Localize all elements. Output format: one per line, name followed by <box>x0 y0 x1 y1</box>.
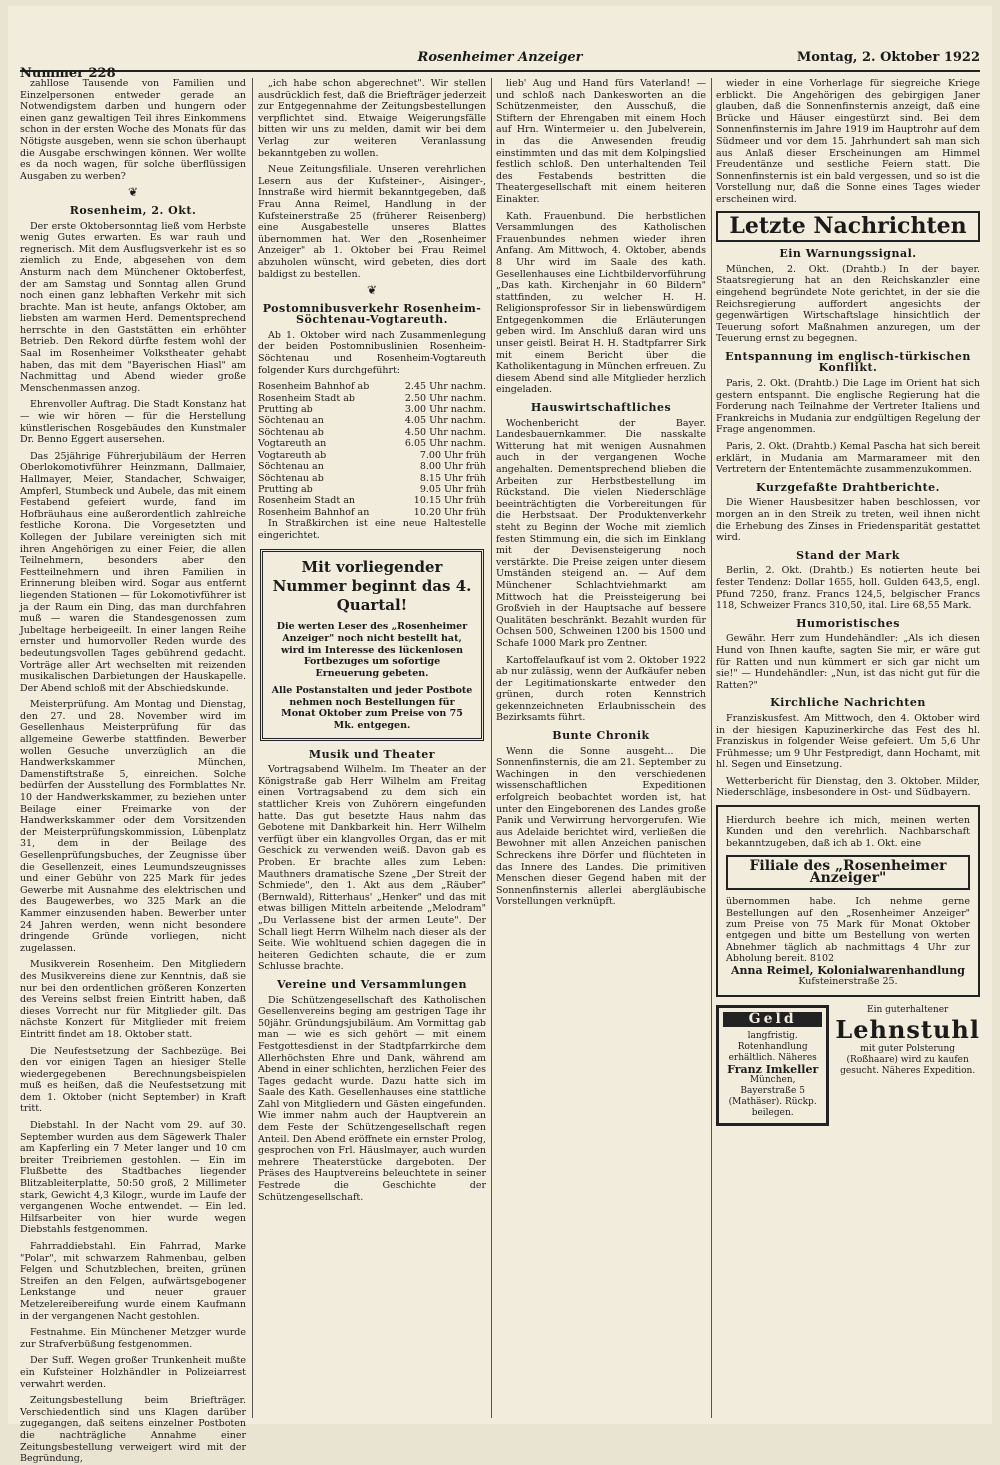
article-paragraph: Der erste Oktobersonntag ließ vom Herbste wenig Gutes erwarten. Es war rauh und regnerisch. Mit dem Ausflugsverkehr ist es so ziemlich zu Ende, abgesehen von dem Ansturm nach dem Münchener Oktoberfest, der am Samstag und Sonntag allen Grund noch einen ganz lebhaften Verkehr mit sich brachte. Man ist heute, anfangs Oktober, am liebsten am warmen Herd. Dementsprechend herrschte in den Gaststätten ein erhöhter Betrieb. Den Rekord dürfte festem wohl der Saal im Rosenheimer Volkstheater gehabt haben, das mit dem "Bayerischen Hiasl" am Nachmittag und Abend wieder große Menschenmassen anzog. <box>20 220 246 394</box>
article-paragraph: München, 2. Okt. (Drahtb.) In der bayer. Staatsregierung hat an den Reichskanzler eine eingehend begründete Note gerichtet, in der sie die Reichsregierung auffordert angesichts der gegenwärtigen Wirtschaftslage hinsichtlich der Teuerung sofort Maßnahmen anzuregen, um der Teuerung ernst zu begegnen. <box>716 263 980 345</box>
ad-lehnstuhl-bottom: mit guter Polsterung (Roßhaare) wird zu kaufen gesucht. Näheres Expedition. <box>840 1044 976 1077</box>
ad-lehnstuhl-title: Lehnstuhl <box>835 1015 980 1045</box>
timetable-time: 4.50 Uhr nachm. <box>404 426 486 438</box>
article-paragraph: Wenn die Sonne ausgeht... Die Sonnenfinsternis, die am 21. September zu Wachingen in den verschiedenen wissenschaftlichen Expeditionen erfolgreich beobachtet worden ist, hat unter den Eingeborenen des Landes große Panik und Verwirrung hervorgerufen. Wie aus Adelaide berichtet wird, verließen die Bewohner mit allen Anzeichen panischen Schreckens ihre Dörfer und flüchteten in das Innere des Landes. Die primitiven Menschen dieser Gegend haben mit der Sonnenfinsternis allerlei abergläubische Vorstellungen verknüpft. <box>496 745 706 908</box>
timetable-row <box>258 507 486 518</box>
newspaper-page <box>8 6 992 1465</box>
section-heading: Ein Warnungssignal. <box>779 247 917 261</box>
newspaper-title: Rosenheimer Anzeiger <box>417 50 583 65</box>
timetable-stop: Rosenheim Bahnhof an <box>258 506 370 518</box>
section-heading: Humoristisches <box>796 616 900 630</box>
section-heading: Kurzgefaßte Drahtberichte. <box>756 480 940 494</box>
timetable-stop: Söchtenau an <box>258 415 324 427</box>
section-heading: Postomnibusverkehr Rosenheim-Söchtenau-Vogtareuth. <box>262 301 482 327</box>
timetable-row <box>258 461 486 472</box>
section-heading: Rosenheim, 2. Okt. <box>69 203 197 217</box>
column-divider <box>252 78 253 1418</box>
section-heading: Entspannung im englisch-türkischen Konflikt. <box>725 349 971 375</box>
masthead <box>20 44 980 81</box>
timetable-stop: Rosenheim Stadt an <box>258 495 355 507</box>
timetable-stop: Söchtenau ab <box>258 426 324 438</box>
article-paragraph: Ehrenvoller Auftrag. Die Stadt Konstanz hat — wie wir hören — für die Herstellung künstlerischen Rosgebäudes den Kunstmaler Dr. Benno Eggert ausersehen. <box>20 399 246 446</box>
article-paragraph: lieb' Aug und Hand fürs Vaterland! — und schloß nach Dankesworten an die Schützenmeister, den Ausschuß, die Stiftern der Ehrengaben mit einem Hoch auf Hrn. Wintermeier u. den Jubelverein, in das die Anwesenden freudig einstimmten und das mit dem Kolpingslied festlich schloß. Den unterhaltenden Teil des Festabends bestritten die Theatergesellschaft mit einem heiteren Einakter. <box>496 78 706 205</box>
section-heading: Kirchliche Nachrichten <box>770 696 926 710</box>
article-paragraph: Die Schützengesellschaft des Katholischen Gesellenvereins beging am gestrigen Tage ihr 50jähr. Gründungsjubiläum. Am Vormittag gab man — wie es sich gehört — mit einem Festgottesdienst in der Stadtpfarrkirche dem Allerhöchsten Ehre und Dank, während am Abend in einer schlichten, herzlichen Feier des Tages gedacht wurde. Dazu hatte sich im Saale des Kath. Gesellenhauses eine stattliche Zahl von Mitgliedern und Gästen eingefunden. Wie immer nahm auch der Hauptverein an dem Feste der Schützengesellschaft regen Anteil. Den Abend eröffnete ein ernster Prolog, gesprochen von Frl. Häuslmayer, auch wurden mehrere Theaterstücke dargeboten. Der Präses des Hauptvereins beleuchtete in seiner Festrede die Geschichte der Schützengesellschaft. <box>258 994 486 1203</box>
timetable-time: 2.50 Uhr nachm. <box>404 392 486 404</box>
article-paragraph: Ab 1. Oktober wird nach Zusammenlegung der beiden Postomnibuslinien Rosenheim-Söchtenau und Rosenheim-Vogtareuth folgender Kurs durchgeführt: <box>258 329 486 376</box>
timetable-note: In Straßkirchen ist eine neue Haltestelle eingerichtet. <box>258 518 486 541</box>
timetable-time: 3.00 Uhr nachm. <box>404 404 486 416</box>
timetable-row <box>258 381 486 392</box>
ad-filiale-name: Filiale des „Rosenheimer Anzeiger" <box>726 855 970 890</box>
article-paragraph: Zeitungsbestellung beim Briefträger. Verschiedentlich sind uns Klagen darüber zugegangen, daß seitens einzelner Postboten die nachträgliche Annahme einer Zeitungsbestellung verweigert wird mit der Begründung, <box>20 1395 246 1465</box>
timetable-time: 10.15 Uhr früh <box>413 495 486 507</box>
article-paragraph: Franziskusfest. Am Mittwoch, den 4. Oktober wird in der hiesigen Kapuzinerkirche das Fest des hl. Franziskus in folgender Weise gefeiert. Um 5,6 Uhr Frühmesse; um 9 Uhr Festpredigt, dann Hochamt, mit hl. Segen und Einsetzung. <box>716 712 980 771</box>
column-4-top <box>716 78 980 206</box>
timetable-time: 8.00 Uhr früh <box>419 461 486 473</box>
latest-news <box>716 248 980 799</box>
article-paragraph: Der Suff. Wegen großer Trunkenheit mußte ein Kufsteiner Holzhändler in Polizeiarrest verwahrt werden. <box>20 1355 246 1390</box>
notice-price: Alle Postanstalten und jeder Postbote nehmen noch Bestellungen für Monat Oktober zum Preise von 75 Mk. entgegen. <box>271 685 473 732</box>
timetable-stop: Rosenheim Bahnhof ab <box>258 381 370 393</box>
timetable-stop: Söchtenau an <box>258 461 324 473</box>
issue-number: Nummer 228 <box>20 66 116 81</box>
timetable-row <box>258 404 486 415</box>
timetable-time: 6.05 Uhr nachm. <box>404 438 486 450</box>
timetable-row <box>258 473 486 484</box>
timetable-time: 2.45 Uhr nachm. <box>404 381 486 393</box>
timetable-row <box>258 427 486 438</box>
timetable-time: 8.15 Uhr früh <box>419 472 486 484</box>
lehnstuhl-advertisement <box>835 1005 980 1126</box>
issue-date: Montag, 2. Oktober 1922 <box>796 50 980 65</box>
timetable-stop: Rosenheim Stadt ab <box>258 392 355 404</box>
column-2 <box>258 78 486 1418</box>
bus-timetable <box>258 381 486 518</box>
article-paragraph: Wetterbericht für Dienstag, den 3. Oktober. Milder, Niederschläge, insbesondere in Ost- und Südbayern. <box>716 775 980 799</box>
column-2-bottom <box>258 749 486 1204</box>
ad-intro: Hierdurch beehre ich mich, meinen werten Kunden und den verehrlich. Nachbarschaft bekanntzugeben, daß ich ab 1. Okt. eine <box>726 815 970 849</box>
article-paragraph: Die Wiener Hausbesitzer haben beschlossen, vor morgen an in den Streik zu treten, weil ihnen nicht die Erhebung des Zinses in Friedensparität gestattet wird. <box>716 497 980 544</box>
column-divider <box>711 78 712 1418</box>
timetable-row <box>258 415 486 426</box>
article-paragraph: Musikverein Rosenheim. Den Mitgliedern des Musikvereins diene zur Kenntnis, daß sie nur bei den ordentlichen größeren Konzerten des Vereins selbst freien Eintritt haben, daß dieses Vorrecht nur für Mitglieder gilt. Das nächste Konzert für Mitglieder mit freiem Eintritt findet am 18. Oktober statt. <box>20 959 246 1040</box>
notice-text: Die werten Leser des „Rosenheimer Anzeiger" noch nicht bestellt hat, wird im Interesse des lückenlosen Fortbezuges um sofortige Erneuerung gebeten. <box>276 621 468 679</box>
timetable-row <box>258 450 486 461</box>
filiale-advertisement <box>716 805 980 997</box>
article-paragraph: zahllose Tausende von Familien und Einzelpersonen entweder gerade an Notwendigstem darben und hungern oder einen ganz gewaltigen Teil ihres Einkommens schon in der ersten Woche des Monats für das Nötigste ausgeben, wenn sie schon überhaupt die Ausgabe erschwingen können. Wer wollte es da noch wagen, für solche überflüssigen Ausgaben zu werben? <box>20 78 246 182</box>
article-paragraph: Meisterprüfung. Am Montag und Dienstag, den 27. und 28. November wird im Gesellenhaus Meisterprüfung für das allgemeine Gewerbe stattfinden. Bewerber wollen Gesuche unverzüglich an die Handwerkskammer München, Damenstiftstraße 5, einreichen. Solche bedürfen der Ausstellung des Formblattes Nr. 10 der Handwerkskammer, zu beziehen unter Beilage einer Freimarke von der Handwerkskammer oder dem Vorsitzenden der Meisterprüfungskommission, Lübenplatz 31, dem in der Beilage des Gesellenprüfungsbuches, der Zeugnisse über die Gesellenzeit, eines Leumundszeugnisses und einer Gebühr von 225 Mark für jedes Gewerbe mit Ausnahme des elektrischen und des Baugewerbes, wo 325 Mark an die Kammer einzusenden haben. Bewerber unter 24 Jahren werden, wenn nicht besondere dringende Gründe vorliegen, nicht zugelassen. <box>20 699 246 954</box>
geld-advertisement <box>716 1005 829 1126</box>
column-3 <box>496 78 706 1418</box>
article-paragraph: Vortragsabend Wilhelm. Im Theater an der Königstraße gab Herr Wilhelm am Freitag einen Vortragsabend zu dem sich ein stattlicher Kreis von Zuhörern eingefunden hatte. Das gut besetzte Haus nahm das Gebotene mit Dankbarkeit hin. Herr Wilhelm verfügt über ein klangvolles Organ, das er mit Geschick zu verwenden weiß. Davon gab es Proben. Er brachte alles zum Leben: Mauthners dramatische Szene „Der Streit der Schmiede", den 1. Akt aus dem „Räuber" (Bernwald), Ritterhaus' „Henker" und das mit etwas billigen Mitteln arbeitende „Melodram" „Du Verlassene bist der armen Leute". Der Schall liegt Herrn Wilhelm nach dieser als der Seite. Wie wohltuend schien dagegen die in heiteren Gedichten schaute, die er zum Schlusse brachte. <box>258 764 486 973</box>
article-paragraph: Fahrraddiebstahl. Ein Fahrrad, Marke "Polar", mit schwarzem Rahmenbau, gelben Felgen und Schutzblechen, breiten, grünen Streifen an den Felgen, aufwärtsgebogener Lenkstange und neuer grauer Metzelereibereifung wurde einem Kaufmann in der vergangenen Nacht gestohlen. <box>20 1241 246 1322</box>
column-4 <box>716 78 980 1418</box>
section-heading: Musik und Theater <box>308 747 436 761</box>
notice-headline: Mit vorliegender Nummer beginnt das 4. Quartal! <box>272 558 472 615</box>
article-paragraph: Kath. Frauenbund. Die herbstlichen Versammlungen des Katholischen Frauenbundes nehmen wieder ihren Anfang. Am Mittwoch, 4. Oktober, abends 8 Uhr wird im Saale des kath. Gesellenhauses eine Lichtbildervorführung „Das kath. Kirchenjahr in 60 Bildern" stattfinden, zu welcher H. H. Religionsprofessor Sir in liebenswürdigem Entgegenkommen die Erläuterungen geben wird. Im Anschluß daran wird uns unser geistl. Beirat H. H. Stadtpfarrer Sirk mit einem Bericht über die Katholikentagung in München erfreuen. Zu diesem Abend sind alle Mitglieder herzlich eingeladen. <box>496 210 706 396</box>
timetable-row <box>258 484 486 495</box>
timetable-stop: Söchtenau ab <box>258 472 324 484</box>
ad-address: Kufsteinerstraße 25. <box>798 975 898 987</box>
timetable-stop: Prutting ab <box>258 483 313 495</box>
timetable-time: 10.20 Uhr früh <box>413 506 486 518</box>
timetable-stop: Prutting ab <box>258 404 313 416</box>
timetable-stop: Vogtareuth an <box>258 438 327 450</box>
timetable-time: 4.05 Uhr nachm. <box>404 415 486 427</box>
timetable-time: 9.05 Uhr früh <box>419 483 486 495</box>
quarter-notice <box>260 549 484 740</box>
column-2-top <box>258 78 486 376</box>
small-ads <box>716 1005 980 1126</box>
article-paragraph: Festnahme. Ein Münchener Metzger wurde zur Strafverbüßung festgenommen. <box>20 1327 246 1350</box>
section-heading: Hauswirtschaftliches <box>530 401 672 415</box>
column-1 <box>20 78 246 1465</box>
article-paragraph: Paris, 2. Okt. (Drahtb.) Die Lage im Orient hat sich gestern entspannt. Die englische Regierung hat die Forderung nach Teilnahme der Vertreter Italiens und Frankreichs in Mudania zur endgültigen Regelung der Frage angenommen. <box>716 378 980 436</box>
timetable-stop: Vogtareuth ab <box>258 449 327 461</box>
article-paragraph: wieder in eine Vorherlage für siegreiche Kriege erblickt. Die Angehörigen des gebirgigen Janer glauben, daß die Sonnenfinsternis anzeigt, daß eine Brücke und Häuser eingestürzt sind. Bei dem Sonnenfinsternis im Jahre 1919 im Hauptrohr auf dem Südmeer und vor dem 15. Jahrhundert sah man sich aus Anlaß dieser Erscheinungen am Himmel Freudentänze und sestliche Feiern statt. Die Sonnenfinsternis ist ein bald vergessen, und so ist die Vorstellung nur, daß die Sonne eines Tages wieder erscheinen wird. <box>716 78 980 205</box>
article-paragraph: Paris, 2. Okt. (Drahtb.) Kemal Pascha hat sich bereit erklärt, in Mudania am Marmarameer mit den Vertretern der Ententemächte zusammenzukommen. <box>716 441 980 476</box>
article-paragraph: Neue Zeitungsfiliale. Unseren verehrlichen Lesern aus der Kufsteiner-, Aisinger-, Innstraße wird hiermit bekanntgegeben, daß Frau Anna Reimel, Handlung in der Kufsteinerstraße 25 (früherer Reisenberg) eine Ausgabestelle unseres Blattes übernommen hat. Wer den „Rosenheimer Anzeiger" ab 1. Oktober bei Frau Reimel abzuholen wünscht, wird gebeten, dies dort baldigst zu bestellen. <box>258 164 486 280</box>
article-paragraph: Das 25jährige Führerjubiläum der Herren Oberlokomotivführer Heinzmann, Dallmaier, Hallmayer, Meier, Standacher, Schwaiger, Ampferl, Stumbeck und Aubele, das mit einem Festabend gefeiert wurde, fand im Hofbräuhaus eine außerordentlich zahlreiche festliche Korona. Die Vorgesetzten und Kollegen der Jubilare vereinigten sich mit ihren Angehörigen zu einer Feier, die allen Teilnehmern, besonders aber den Festteilnehmern und ihren Familien in Erinnerung bleiben wird. Sogar aus entfernt liegenden Stationen — für Lokomotivführer ist ja der Raum ein Ding, das man durchfahren muß — waren die Standesgenossen zum Jubeltage herbeigeeilt. In einer langen Reihe ernster und humorvoller Reden wurde des bedeutungsvollen Tages gebührend gedacht. Vorträge aller Art wechselten mit reizenden musikalischen Darbietungen der Hauskapelle. Der Abend schloß mit der Abschiedskunde. <box>20 450 246 694</box>
ad-geld-text: langfristig. Rotenhandlung erhältlich. Näheres <box>728 1031 817 1064</box>
ad-body: übernommen habe. Ich nehme gerne Bestellungen auf den „Rosenheimer Anzeiger" zum Preise von 75 Mark für Monat Oktober entgegen und bitte um Bestellung von werten Abnehmer täglich ab nachmittags 4 Uhr zur Abholung bereit. 8102 <box>726 896 970 965</box>
timetable-row <box>258 393 486 404</box>
article-paragraph: Berlin, 2. Okt. (Drahtb.) Es notierten heute bei fester Tendenz: Dollar 1655, holl. Gulden 643,5, engl. Pfund 7250, franz. Francs 124,5, belgischer Francs 118, Schweizer Francs 310,50, ital. Lire 68,55 Mark. <box>716 565 980 612</box>
article-paragraph: „ich habe schon abgerechnet". Wir stellen ausdrücklich fest, daß die Briefträger jederzeit zur Entgegennahme der Zeitungsbestellungen verpflichtet sind. Etwaige Weigerungsfälle bitten wir uns zu melden, damit wir bei dem Verlag zur weiteren Veranlassung bekanntgeben zu wollen. <box>258 78 486 159</box>
article-paragraph: Gewähr. Herr zum Hundehändler: „Als ich diesen Hund von Ihnen kaufte, sagten Sie mir, er wäre gut für Ratten und nun kümmert er sich gar nicht um sie!" — Hundehändler: „Nun, ist das nicht gut für die Ratten?" <box>716 633 980 691</box>
section-heading: Vereine und Versammlungen <box>276 977 468 991</box>
ad-geld-address: München, Bayerstraße 5 (Mathäser). Rückp. beilegen. <box>728 1075 817 1119</box>
article-paragraph: Kartoffelaufkauf ist vom 2. Oktober 1922 ab nur zulässig, wenn der Aufkäufer neben der Legitimationskarte entweder den grünen, durch roten Kennstrich gekennzeichneten Erlaubnisschein des Bezirksamts führt. <box>496 654 706 724</box>
ad-geld-title: Geld <box>723 1012 822 1027</box>
timetable-time: 7.00 Uhr früh <box>419 449 486 461</box>
article-paragraph: Diebstahl. In der Nacht vom 29. auf 30. September wurden aus dem Sägewerk Thaler am Kapferling ein 7 Meter langer und 10 cm breiter Treibriemen gestohlen. — Ein im Flußbette des Stadtbaches liegender Blitzableiterplatte, 50:50 groß, 2 Millimeter stark, Gewicht 4,3 Kilogr., wurde im Laufe der vergangenen Woche entwendet. — Ein led. Hilfsarbeiter von hier wurde wegen Diebstahls festgenommen. <box>20 1120 246 1236</box>
ornament: ❦ <box>366 283 378 298</box>
timetable-row <box>258 438 486 449</box>
section-heading: Bunte Chronik <box>552 729 650 743</box>
latest-news-heading: Letzte Nachrichten <box>716 211 980 243</box>
ad-geld-firm: Franz Imkeller <box>727 1063 819 1077</box>
ad-lehnstuhl-top: Ein guterhaltener <box>867 1005 949 1016</box>
ad-owner: Anna Reimel, Kolonialwarenhandlung <box>730 963 965 977</box>
article-paragraph: Wochenbericht der Bayer. Landesbauernkammer. Die nasskalte Witterung hat mit wenigen Ausnahmen auch in der vergangenen Woche angehalten. Dementsprechend blieben die Arbeiten zur Herbstbestellung im Rückstand. Die vielen Niederschläge beeinträchtigten die Vorbereitungen für die Herbstsaat. Der Produktenverkehr steht zu Beginn der Woche mit ziemlich festen Stimmung ein, die sich im Einklang mit der Devisensteigerung noch verstärkte. Die Preise zeigen unter diesem Umständen steigend an. — Auf dem Münchener Schlachtviehmarkt am Mittwoch hat die Preissteigerung bei Großvieh in der Hauptsache auf bessere Qualitäten beschränkt. Bezahlt wurden für Ochsen 500, Schweinen 1200 bis 1500 und Schafe 1000 Mark pro Zentner. <box>496 417 706 649</box>
timetable-row <box>258 495 486 506</box>
article-paragraph: Die Neufestsetzung der Sachbezüge. Bei den vor einigen Tagen an hiesiger Stelle wiedergegebenen Berechnungsbeispielen muß es heißen, daß die Neufestsetzung mit dem 1. Oktober (nicht September) in Kraft tritt. <box>20 1045 246 1115</box>
section-heading: Stand der Mark <box>796 548 900 562</box>
column-divider <box>491 78 492 1418</box>
ornament: ❦ <box>127 185 139 200</box>
